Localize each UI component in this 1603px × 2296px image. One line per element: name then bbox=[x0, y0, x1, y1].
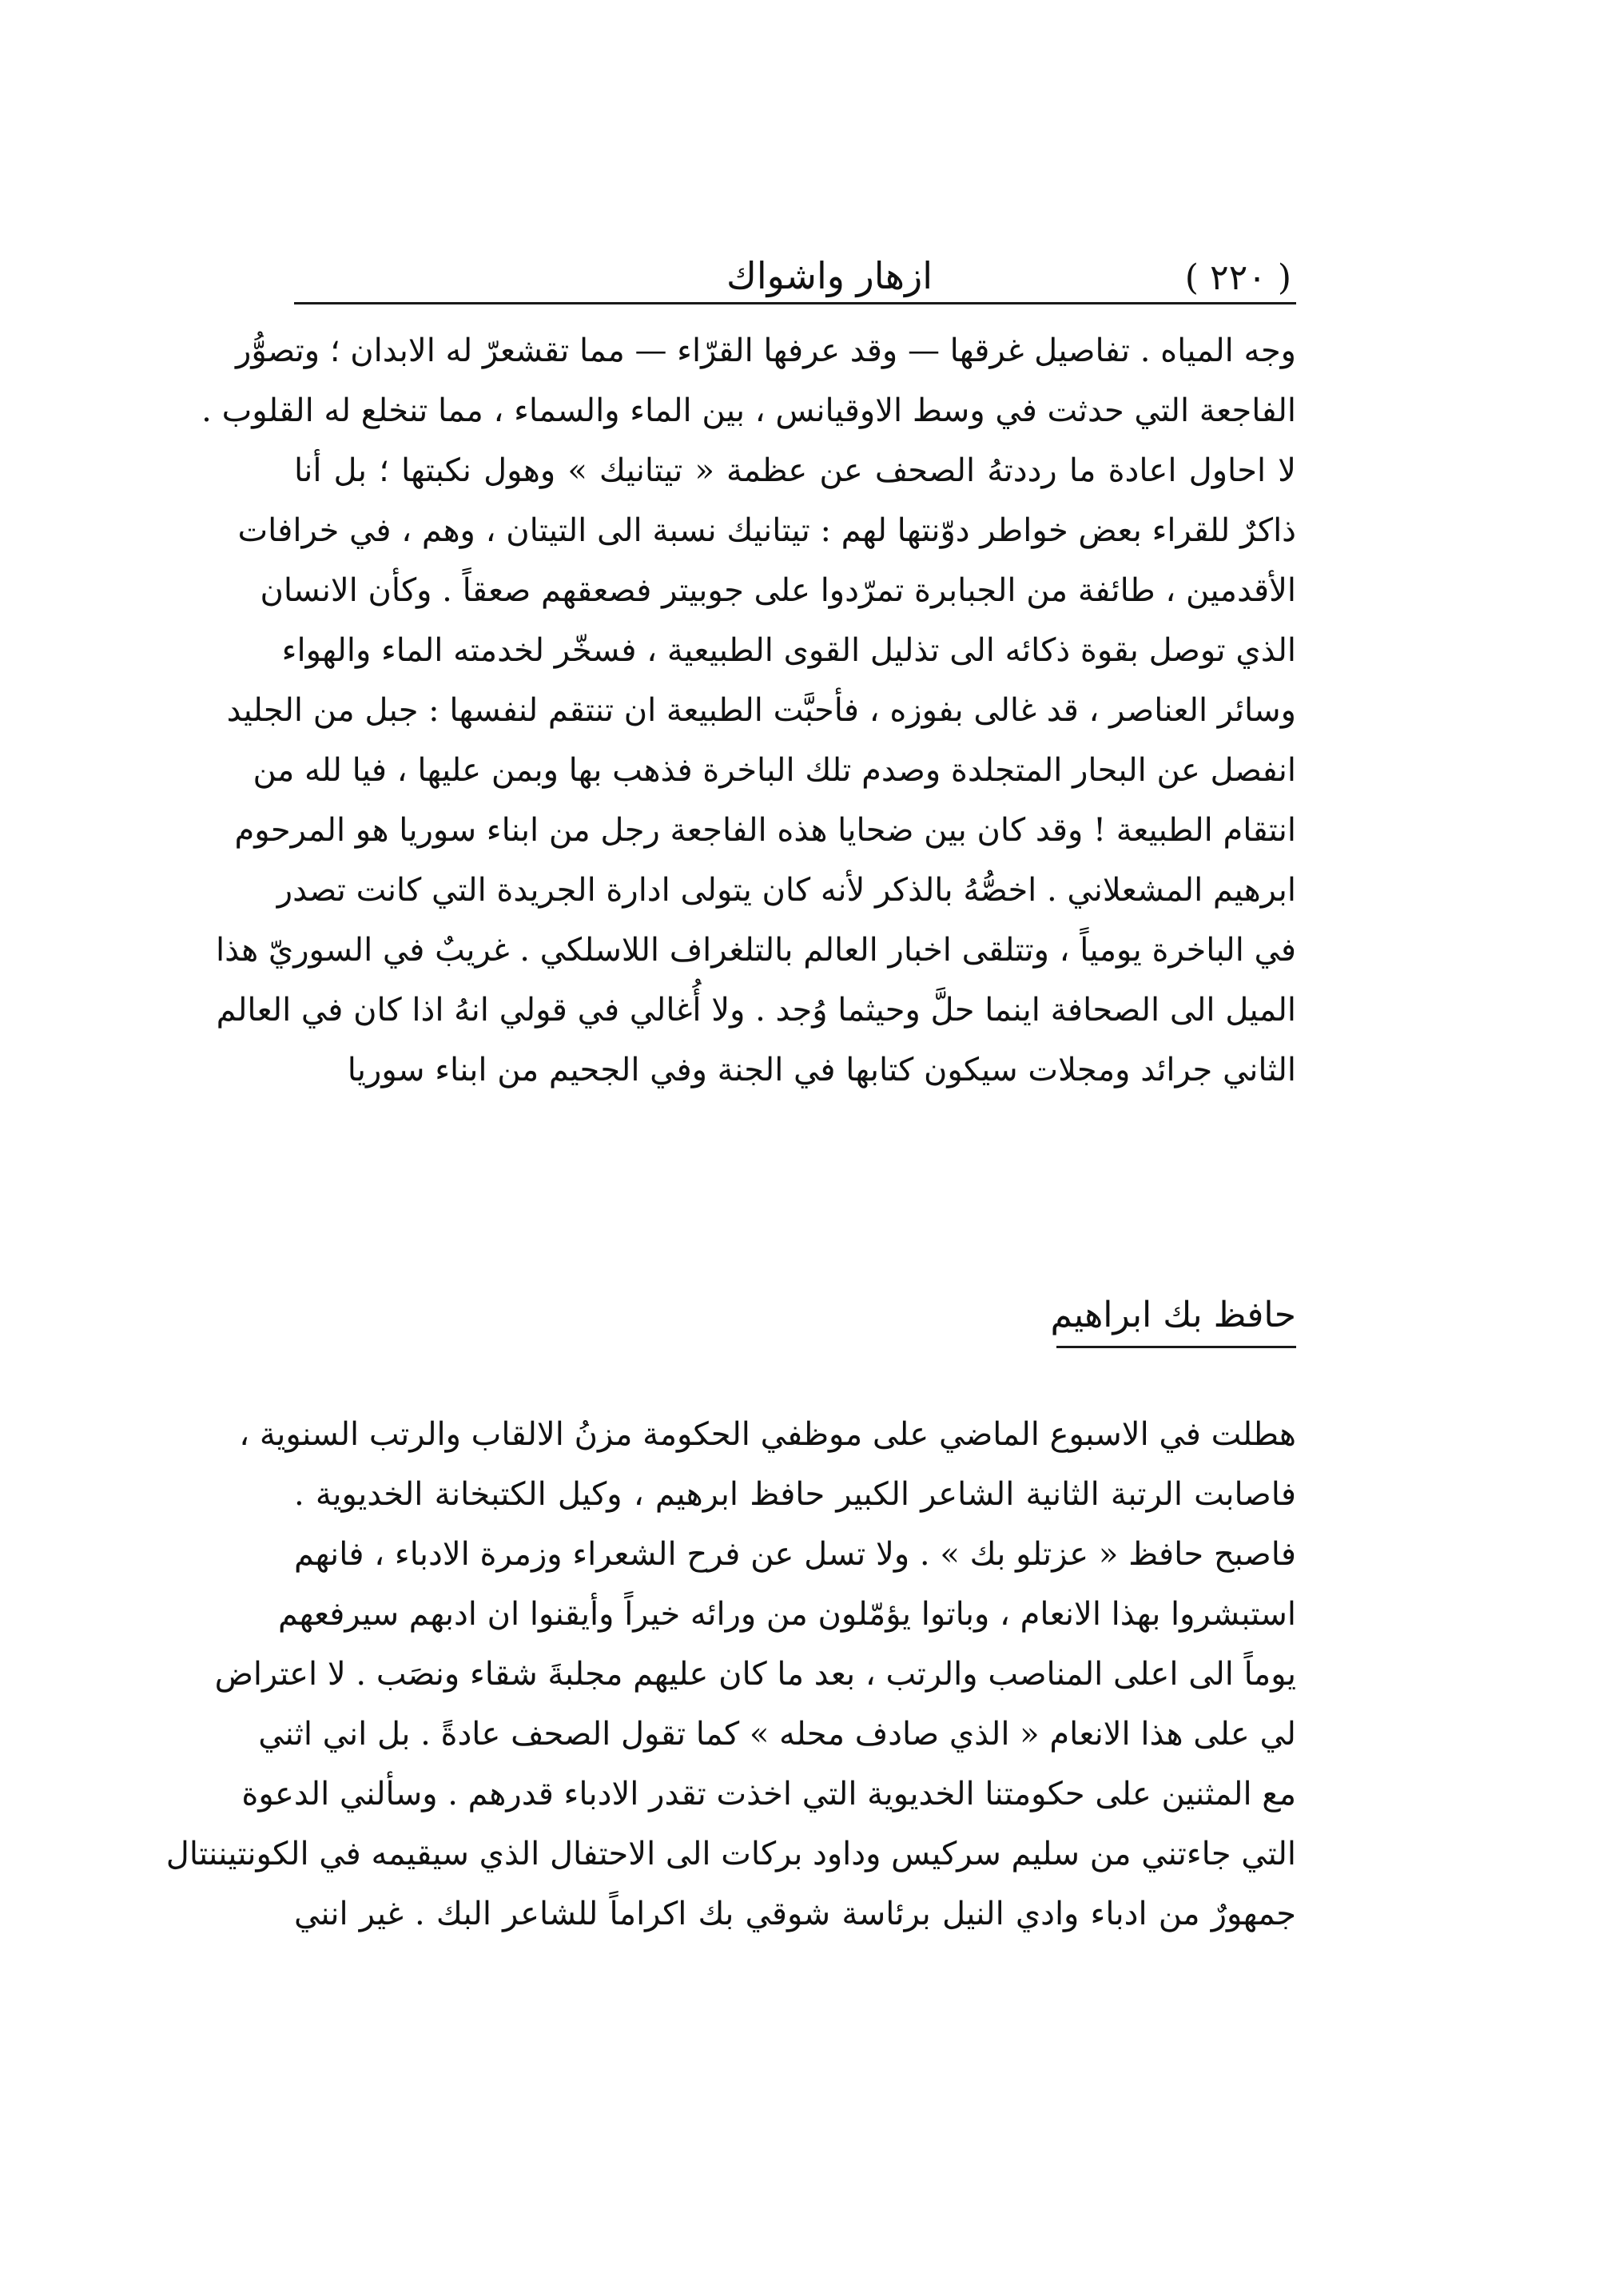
text-line: التي جاءتني من سليم سركيس وداود بركات الى الاحتفال الذي سيقيمه في الكونتيننتال bbox=[165, 1836, 1296, 1872]
text-line: في الباخرة يومياً ، وتتلقى اخبار العالم بالتلغراف اللاسلكي . غريبٌ في السوريّ هذا bbox=[216, 932, 1296, 969]
text-line: فاصبح حافظ « عزتلو بك » . ولا تسل عن فرح الشعراء وزمرة الادباء ، فانهم bbox=[294, 1536, 1296, 1573]
running-title: ازهار واشواك bbox=[726, 254, 933, 297]
text-line: الذي توصل بقوة ذكائه الى تذليل القوى الطبيعية ، فسخّر لخدمته الماء والهواء bbox=[281, 632, 1296, 669]
text-line: لا احاول اعادة ما رددتهُ الصحف عن عظمة « تيتانيك » وهول نكبتها ؛ بل أنا bbox=[294, 452, 1296, 489]
text-line: استبشروا بهذا الانعام ، وباتوا يؤمّلون من ورائه خيراً وأيقنوا ان ادبهم سيرفعهم bbox=[277, 1596, 1296, 1633]
section-heading: حافظ بك ابراهيم bbox=[1050, 1295, 1296, 1335]
text-line: مع المثنين على حكومتنا الخديوية التي اخذت تقدر الادباء قدرهم . وسألني الدعوة bbox=[241, 1776, 1296, 1813]
text-line: جمهورٌ من ادباء وادي النيل برئاسة شوقي بك اكراماً للشاعر البك . غير انني bbox=[294, 1896, 1296, 1932]
text-line: ابرهيم المشعلاني . اخصُّهُ بالذكر لأنه كان يتولى ادارة الجريدة التي كانت تصدر bbox=[276, 872, 1296, 909]
text-line: هطلت في الاسبوع الماضي على موظفي الحكومة مزنُ الالقاب والرتب السنوية ، bbox=[239, 1416, 1296, 1453]
paragraph-titanic bbox=[201, 321, 1296, 1100]
text-line: الثاني جرائد ومجلات سيكون كتابها في الجنة وفي الجحيم من ابناء سوريا bbox=[347, 1052, 1296, 1088]
text-line: يوماً الى اعلى المناصب والرتب ، بعد ما كان عليهم مجلبةَ شقاء ونصَب . لا اعتراض bbox=[214, 1656, 1296, 1693]
text-line: الميل الى الصحافة اينما حلَّ وحيثما وُجد . ولا أُغالي في قولي انهُ اذا كان في العالم bbox=[216, 992, 1296, 1029]
text-line: الفاجعة التي حدثت في وسط الاوقيانس ، بين الماء والسماء ، مما تنخلع له القلوب . bbox=[201, 392, 1296, 429]
text-line: ذاكرٌ للقراء بعض خواطر دوّنتها لهم : تيتانيك نسبة الى التيتان ، وهم ، في خرافات bbox=[237, 512, 1296, 549]
text-line: لي على هذا الانعام « الذي صادف محله » كما تقول الصحف عادةً . بل اني اثني bbox=[258, 1716, 1296, 1753]
text-line: فاصابت الرتبة الثانية الشاعر الكبير حافظ ابرهيم ، وكيل الكتبخانة الخديوية . bbox=[294, 1476, 1296, 1513]
text-line: وسائر العناصر ، قد غالى بفوزه ، فأحبَّت الطبيعة ان تنتقم لنفسها : جبل من الجليد bbox=[226, 692, 1296, 729]
page-header bbox=[294, 254, 1296, 318]
text-line: الأقدمين ، طائفة من الجبابرة تمرّدوا على جوبيتر فصعقهم صعقاً . وكأن الانسان bbox=[260, 572, 1296, 609]
header-rule bbox=[294, 302, 1296, 304]
section-heading-underline bbox=[1056, 1346, 1296, 1348]
paragraph-hafez bbox=[165, 1405, 1296, 1944]
text-line: انتقام الطبيعة ! وقد كان بين ضحايا هذه الفاجعة رجل من ابناء سوريا هو المرحوم bbox=[234, 812, 1296, 849]
text-line: انفصل عن البحار المتجلدة وصدم تلك الباخرة فذهب بها وبمن عليها ، فيا لله من bbox=[253, 752, 1296, 789]
text-line: وجه المياه . تفاصيل غرقها — وقد عرفها القرّاء — مما تقشعرّ له الابدان ؛ وتصوُّر bbox=[236, 332, 1296, 369]
page-number: ( ٢٢٠ ) bbox=[1184, 257, 1291, 298]
